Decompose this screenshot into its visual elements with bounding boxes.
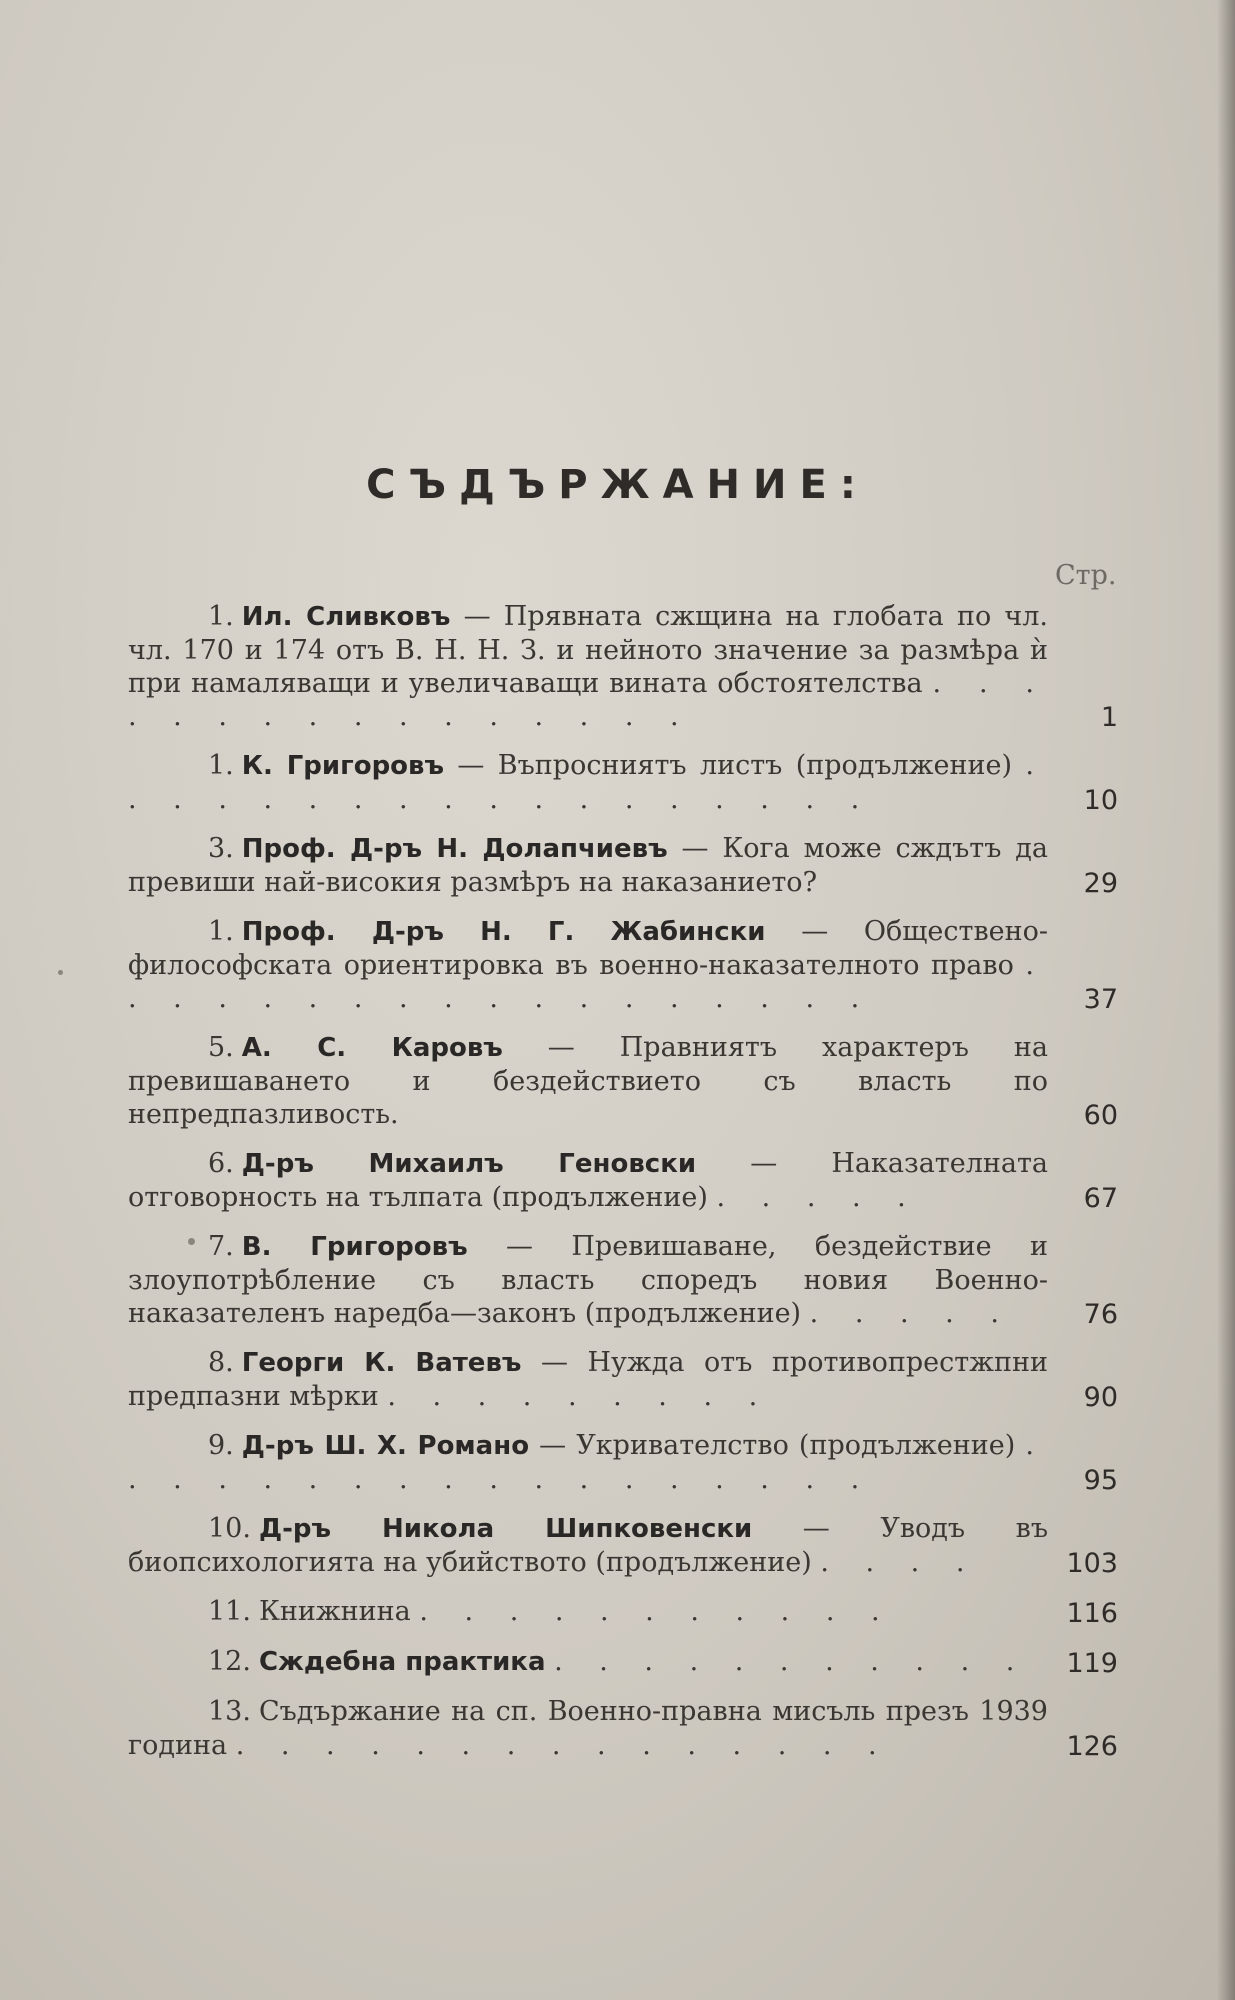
- leader-dots: . . . . .: [716, 1182, 920, 1213]
- entry-author: Проф. Д-ръ Н. Долапчиевъ: [241, 834, 668, 864]
- toc-entry-text: [128, 1346, 1048, 1413]
- entry-number: 13.: [208, 1696, 251, 1727]
- entry-page-number: 126: [1066, 1731, 1118, 1762]
- leader-dots: . . . . . . . . .: [387, 1381, 772, 1412]
- toc-entry: [128, 1595, 1118, 1629]
- entry-title: — Наказателната отговорность на тълпата (продължение): [128, 1148, 1048, 1213]
- toc-entry: [128, 915, 1118, 1015]
- entry-page-number: 29: [1083, 868, 1118, 899]
- entry-title: Съдържание на сп. Военно-правна мисъль презъ 1939 година: [128, 1696, 1048, 1761]
- toc-entry: [128, 600, 1118, 733]
- toc-entry-text: [128, 1429, 1048, 1496]
- page-column-label: Стр.: [1055, 560, 1117, 591]
- toc-entry: [128, 1429, 1118, 1496]
- leader-dots: . . . .: [820, 1547, 979, 1578]
- entry-number: 6.: [208, 1148, 234, 1179]
- entry-number: 1.: [208, 750, 234, 781]
- leader-dots: . . . . . . . . . . . . . . . . . .: [128, 950, 1048, 1014]
- entry-number: 8.: [208, 1347, 234, 1378]
- entry-page-number: 60: [1083, 1100, 1118, 1131]
- toc-entry-text: [128, 1695, 1048, 1762]
- ink-stain: [58, 970, 63, 975]
- entry-page-number: 90: [1083, 1382, 1118, 1413]
- entry-author: А. С. Каровъ: [241, 1033, 503, 1063]
- toc-entry-text: [128, 915, 1048, 1015]
- entry-author: Д-ръ Михаилъ Геновски: [241, 1149, 697, 1179]
- entry-page-number: 10: [1083, 785, 1118, 816]
- toc-entry: [128, 1512, 1118, 1579]
- entry-title: — Кога може сждътъ да превиши най-високия размѣръ на наказанието?: [128, 833, 1049, 898]
- entry-author: В. Григоровъ: [241, 1232, 468, 1262]
- entry-title: — Укривателство (продължение): [529, 1430, 1016, 1461]
- leader-dots: . . . . . . . . . . . . . . . . . .: [128, 1430, 1048, 1495]
- entry-page-number: 95: [1083, 1465, 1118, 1496]
- toc-entry: [128, 1346, 1118, 1413]
- entry-title: — Уводъ въ биопсихологията на убийството (продължение): [128, 1513, 1048, 1578]
- entry-title: — Нужда отъ противопрестжпни предпазни мѣрки: [128, 1347, 1048, 1412]
- toc-entry: [128, 749, 1118, 816]
- toc-entry-text: [128, 1147, 1048, 1214]
- entry-number: 12.: [208, 1646, 251, 1677]
- entry-author: Д-ръ Ш. Х. Романо: [241, 1431, 530, 1461]
- toc-entry-text: [128, 1645, 1048, 1679]
- entry-number: 5.: [208, 1032, 234, 1063]
- leader-dots: . . . . . . . . . . . . . . . . . .: [128, 750, 1049, 815]
- entry-page-number: 116: [1066, 1598, 1118, 1629]
- entry-author: Ил. Сливковъ: [241, 602, 451, 632]
- toc-entry: [128, 832, 1118, 899]
- entry-author: Сждебна практика: [258, 1647, 546, 1677]
- entry-author: К. Григоровъ: [241, 751, 445, 781]
- entry-page-number: 76: [1083, 1299, 1118, 1330]
- entry-page-number: 119: [1066, 1648, 1118, 1679]
- entry-title: Книжнина: [258, 1596, 411, 1627]
- entry-number: 1.: [208, 601, 234, 632]
- entry-title: — Превишаване, бездействие и злоупотрѣбление съ власть споредъ новия Военно-наказателенъ наредба—законъ (продължение): [128, 1231, 1048, 1329]
- leader-dots: . . . . . . . . . . .: [419, 1596, 894, 1627]
- entry-author: Д-ръ Никола Шипковенски: [258, 1514, 753, 1544]
- toc-entry-text: [128, 749, 1048, 816]
- entry-page-number: 103: [1066, 1548, 1118, 1579]
- toc-entry-text: [128, 1512, 1048, 1579]
- toc-entry-text: [128, 832, 1048, 899]
- toc-entry-text: [128, 1031, 1048, 1131]
- entry-title: — Въпросниятъ листъ (продължение): [444, 750, 1013, 781]
- leader-dots: . . . . . . . . . . .: [554, 1646, 1029, 1677]
- entry-title: — Правниятъ характеръ на превишаването и бездействието съ власть по непредпазливость.: [128, 1032, 1048, 1130]
- leader-dots: . . . . . . . . . . . . . . . .: [128, 668, 1048, 732]
- entry-title: — Обществено-философската ориентировка въ военно-наказателното право: [128, 916, 1048, 981]
- toc-entry-text: [128, 1595, 1048, 1629]
- entry-page-number: 37: [1083, 984, 1118, 1015]
- toc-entry-text: [128, 600, 1048, 733]
- entry-author: Проф. Д-ръ Н. Г. Жабински: [241, 917, 766, 947]
- entry-number: 3.: [208, 833, 234, 864]
- entry-number: 11.: [208, 1596, 251, 1627]
- entry-number: 1.: [208, 916, 234, 947]
- toc-entry: [128, 1230, 1118, 1330]
- toc-entry: [128, 1645, 1118, 1679]
- leader-dots: . . . . . . . . . . . . . . .: [235, 1730, 891, 1761]
- entry-page-number: 67: [1083, 1183, 1118, 1214]
- page-title: СЪДЪРЖАНИЕ:: [366, 462, 869, 508]
- entry-author: Георги К. Ватевъ: [241, 1348, 522, 1378]
- page-edge-shadow: [1217, 0, 1235, 2000]
- entry-number: 10.: [208, 1513, 251, 1544]
- entry-number: 9.: [208, 1430, 234, 1461]
- toc-entry: [128, 1695, 1118, 1762]
- toc-entry: [128, 1147, 1118, 1214]
- entry-number: 7.: [208, 1231, 234, 1262]
- leader-dots: . . . . .: [809, 1298, 1013, 1329]
- entry-page-number: 1: [1100, 702, 1118, 733]
- table-of-contents: [128, 600, 1118, 1778]
- toc-entry: [128, 1031, 1118, 1131]
- entry-title: — Прявната сжщина на глобата по чл. чл. 170 и 174 отъ В. Н. Н. З. и нейното значение за размѣра ѝ при намаляващи и увеличаващи вината обстоятелства: [128, 601, 1048, 699]
- toc-entry-text: [128, 1230, 1048, 1330]
